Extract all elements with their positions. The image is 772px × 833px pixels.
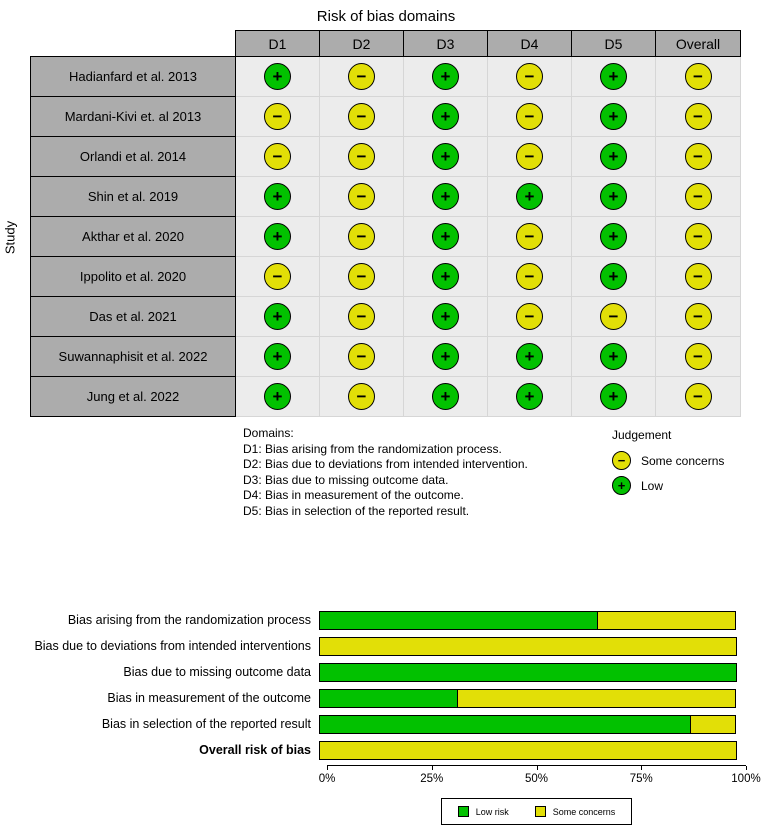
judgement-circle-low: + bbox=[600, 143, 627, 170]
judgement-circle-some: − bbox=[685, 143, 712, 170]
study-name: Mardani-Kivi et. al 2013 bbox=[31, 97, 236, 137]
bar-legend-label: Some concerns bbox=[552, 806, 616, 817]
bar-segment-some-concerns bbox=[319, 741, 737, 760]
column-header-d2: D2 bbox=[320, 31, 404, 57]
judgement-circle-some: − bbox=[348, 103, 375, 130]
column-header-d1: D1 bbox=[236, 31, 320, 57]
judgement-circle-low: + bbox=[264, 223, 291, 250]
domains-note bbox=[243, 426, 528, 519]
bar-segment-some-concerns bbox=[597, 611, 736, 630]
judgement-circle-some: − bbox=[685, 383, 712, 410]
summary-bar bbox=[319, 689, 737, 708]
judgement-circle-low: + bbox=[264, 343, 291, 370]
judgement-circle-some: − bbox=[685, 303, 712, 330]
summary-bar bbox=[319, 663, 737, 682]
study-name: Jung et al. 2022 bbox=[31, 377, 236, 417]
domains-note-line: D3: Bias due to missing outcome data. bbox=[243, 472, 449, 487]
judgement-circle-low: + bbox=[600, 103, 627, 130]
y-axis-label: Study bbox=[2, 220, 18, 255]
judgement-circle-some: − bbox=[348, 223, 375, 250]
study-row bbox=[31, 377, 741, 417]
judgement-legend-item bbox=[612, 451, 724, 470]
judgement-circle-low: + bbox=[264, 303, 291, 330]
judgement-cell bbox=[320, 217, 404, 257]
study-row bbox=[31, 137, 741, 177]
judgement-cell bbox=[572, 297, 656, 337]
judgement-cell bbox=[404, 57, 488, 97]
judgement-legend-heading: Judgement bbox=[612, 428, 672, 442]
bar-segment-some-concerns bbox=[690, 715, 736, 734]
summary-category-label: Bias in selection of the reported result bbox=[101, 717, 311, 731]
judgement-cell bbox=[404, 97, 488, 137]
judgement-cell bbox=[236, 97, 320, 137]
study-name: Hadianfard et al. 2013 bbox=[31, 57, 236, 97]
judgement-circle-low: + bbox=[432, 383, 459, 410]
judgement-legend-label: Low bbox=[641, 478, 664, 493]
summary-row bbox=[0, 737, 772, 763]
bar-segment-low-risk bbox=[319, 611, 598, 630]
traffic-light-table bbox=[30, 30, 741, 417]
judgement-cell bbox=[404, 297, 488, 337]
judgement-cell bbox=[656, 377, 741, 417]
bar-legend-item bbox=[458, 806, 509, 817]
judgement-circle-low: + bbox=[432, 223, 459, 250]
judgement-circle-some: − bbox=[348, 183, 375, 210]
judgement-cell bbox=[488, 137, 572, 177]
bar-segment-some-concerns bbox=[457, 689, 736, 708]
judgement-cell bbox=[656, 337, 741, 377]
judgement-cell bbox=[656, 137, 741, 177]
judgement-cell bbox=[404, 217, 488, 257]
summary-category-label: Bias due to missing outcome data bbox=[123, 665, 311, 679]
judgement-cell bbox=[404, 257, 488, 297]
judgement-cell bbox=[488, 337, 572, 377]
judgement-legend-items bbox=[612, 451, 724, 495]
judgement-circle-low: + bbox=[264, 63, 291, 90]
summary-category-label: Bias arising from the randomization process bbox=[67, 613, 311, 627]
judgement-circle-low: + bbox=[600, 383, 627, 410]
judgement-cell bbox=[404, 337, 488, 377]
header-row bbox=[31, 31, 741, 57]
judgement-circle-some: − bbox=[348, 63, 375, 90]
domains-note-line: D4: Bias in measurement of the outcome. bbox=[243, 488, 464, 502]
column-header-d3: D3 bbox=[404, 31, 488, 57]
judgement-cell bbox=[236, 57, 320, 97]
bar-legend-swatch-low-risk bbox=[458, 806, 469, 817]
judgement-cell bbox=[656, 97, 741, 137]
judgement-cell bbox=[488, 377, 572, 417]
judgement-circle-low: + bbox=[264, 183, 291, 210]
study-name: Das et al. 2021 bbox=[31, 297, 236, 337]
judgement-cell bbox=[236, 257, 320, 297]
bar-segment-low-risk bbox=[319, 715, 691, 734]
x-axis bbox=[318, 765, 761, 789]
bar-segment-low-risk bbox=[319, 689, 458, 708]
judgement-cell bbox=[320, 57, 404, 97]
judgement-circle-low: + bbox=[600, 63, 627, 90]
judgement-cell bbox=[236, 297, 320, 337]
judgement-cell bbox=[320, 137, 404, 177]
domains-note-line: D2: Bias due to deviations from intended intervention. bbox=[243, 457, 528, 471]
judgement-circle-low: + bbox=[432, 143, 459, 170]
judgement-circle-low: + bbox=[432, 183, 459, 210]
judgement-legend bbox=[612, 428, 724, 501]
judgement-cell bbox=[572, 177, 656, 217]
judgement-circle-low: + bbox=[600, 343, 627, 370]
tick-mark bbox=[641, 766, 642, 770]
table-corner-cell bbox=[31, 31, 236, 57]
judgement-cell bbox=[404, 137, 488, 177]
judgement-circle-low: + bbox=[516, 383, 543, 410]
study-row bbox=[31, 217, 741, 257]
judgement-circle-some: − bbox=[516, 63, 543, 90]
study-name: Ippolito et al. 2020 bbox=[31, 257, 236, 297]
tick-mark bbox=[746, 766, 747, 770]
study-row bbox=[31, 337, 741, 377]
judgement-legend-item bbox=[612, 476, 724, 495]
tick-mark bbox=[327, 766, 328, 770]
summary-bar bbox=[319, 637, 737, 656]
column-header-d4: D4 bbox=[488, 31, 572, 57]
judgement-circle-some: − bbox=[264, 143, 291, 170]
column-header-overall: Overall bbox=[656, 31, 741, 57]
judgement-circle-some: − bbox=[685, 263, 712, 290]
judgement-cell bbox=[236, 377, 320, 417]
summary-bar-plot bbox=[0, 607, 772, 825]
bar-legend-item bbox=[535, 806, 616, 817]
judgement-circle-some: − bbox=[348, 383, 375, 410]
summary-row bbox=[0, 685, 772, 711]
traffic-light-title: Risk of bias domains bbox=[316, 8, 456, 25]
tick-label: 100% bbox=[731, 773, 761, 785]
judgement-circle-some: − bbox=[348, 303, 375, 330]
judgement-circle-some: − bbox=[516, 263, 543, 290]
tick-label: 50% bbox=[524, 773, 549, 785]
tick-label: 25% bbox=[420, 773, 444, 785]
summary-row bbox=[0, 607, 772, 633]
summary-bar bbox=[319, 715, 737, 734]
summary-row bbox=[0, 711, 772, 737]
study-row bbox=[31, 177, 741, 217]
column-header-d5: D5 bbox=[572, 31, 656, 57]
judgement-circle-some: − bbox=[348, 263, 375, 290]
judgement-circle-some: − bbox=[516, 303, 543, 330]
summary-bar bbox=[319, 611, 737, 630]
judgement-cell bbox=[320, 297, 404, 337]
judgement-legend-circle-low: + bbox=[612, 476, 631, 495]
judgement-cell bbox=[488, 97, 572, 137]
judgement-cell bbox=[404, 177, 488, 217]
judgement-cell bbox=[320, 177, 404, 217]
study-name: Orlandi et al. 2014 bbox=[31, 137, 236, 177]
judgement-cell bbox=[404, 377, 488, 417]
judgement-circle-some: − bbox=[264, 263, 291, 290]
judgement-legend-circle-some: − bbox=[612, 451, 631, 470]
judgement-cell bbox=[488, 297, 572, 337]
judgement-circle-some: − bbox=[516, 103, 543, 130]
judgement-cell bbox=[236, 137, 320, 177]
bar-legend-swatch-some-concerns bbox=[535, 806, 546, 817]
judgement-cell bbox=[488, 257, 572, 297]
summary-category-label: Bias in measurement of the outcome bbox=[107, 691, 311, 705]
judgement-cell bbox=[572, 337, 656, 377]
judgement-cell bbox=[236, 337, 320, 377]
study-name: Shin et al. 2019 bbox=[31, 177, 236, 217]
study-row bbox=[31, 257, 741, 297]
judgement-cell bbox=[572, 377, 656, 417]
judgement-circle-low: + bbox=[516, 343, 543, 370]
judgement-cell bbox=[656, 257, 741, 297]
summary-row bbox=[0, 633, 772, 659]
study-row bbox=[31, 57, 741, 97]
judgement-circle-low: + bbox=[432, 343, 459, 370]
judgement-cell bbox=[572, 137, 656, 177]
bar-segment-some-concerns bbox=[319, 637, 737, 656]
judgement-circle-some: − bbox=[516, 223, 543, 250]
study-name: Akthar et al. 2020 bbox=[31, 217, 236, 257]
study-name: Suwannaphisit et al. 2022 bbox=[31, 337, 236, 377]
judgement-cell bbox=[320, 377, 404, 417]
domains-note-line: D5: Bias in selection of the reported result. bbox=[243, 503, 470, 518]
judgement-cell bbox=[656, 297, 741, 337]
tick-label: 75% bbox=[629, 773, 653, 785]
bar-segment-low-risk bbox=[319, 663, 737, 682]
judgement-circle-low: + bbox=[264, 383, 291, 410]
judgement-legend-label: Some concerns bbox=[641, 453, 725, 468]
bar-legend-wrap bbox=[327, 798, 746, 825]
judgement-cell bbox=[236, 217, 320, 257]
judgement-circle-low: + bbox=[432, 63, 459, 90]
judgement-cell bbox=[572, 257, 656, 297]
judgement-cell bbox=[656, 177, 741, 217]
summary-bar-rows bbox=[0, 607, 772, 763]
judgement-circle-low: + bbox=[516, 183, 543, 210]
tick-label: 0% bbox=[318, 773, 336, 785]
judgement-circle-some: − bbox=[685, 223, 712, 250]
summary-category-label: Bias due to deviations from intended interventions bbox=[34, 639, 311, 653]
domains-note-lines bbox=[243, 442, 528, 520]
tick-mark bbox=[432, 766, 433, 770]
judgement-circle-some: − bbox=[685, 103, 712, 130]
judgement-circle-some: − bbox=[685, 183, 712, 210]
summary-bar bbox=[319, 741, 737, 760]
judgement-circle-some: − bbox=[348, 143, 375, 170]
judgement-cell bbox=[488, 217, 572, 257]
judgement-circle-low: + bbox=[432, 303, 459, 330]
study-row bbox=[31, 97, 741, 137]
judgement-cell bbox=[236, 177, 320, 217]
judgement-cell bbox=[572, 97, 656, 137]
judgement-cell bbox=[320, 257, 404, 297]
tick-mark bbox=[537, 766, 538, 770]
judgement-circle-some: − bbox=[264, 103, 291, 130]
judgement-circle-some: − bbox=[516, 143, 543, 170]
judgement-cell bbox=[488, 57, 572, 97]
judgement-circle-some: − bbox=[600, 303, 627, 330]
judgement-circle-low: + bbox=[432, 103, 459, 130]
bar-legend bbox=[441, 798, 633, 825]
judgement-cell bbox=[572, 217, 656, 257]
judgement-circle-low: + bbox=[432, 263, 459, 290]
study-row bbox=[31, 297, 741, 337]
judgement-circle-low: + bbox=[600, 183, 627, 210]
judgement-cell bbox=[488, 177, 572, 217]
judgement-circle-low: + bbox=[600, 223, 627, 250]
summary-category-label: Overall risk of bias bbox=[199, 743, 311, 757]
judgement-circle-some: − bbox=[685, 343, 712, 370]
domains-note-heading: Domains: bbox=[243, 426, 294, 440]
judgement-cell bbox=[656, 57, 741, 97]
domains-note-line: D1: Bias arising from the randomization process. bbox=[243, 441, 502, 456]
judgement-cell bbox=[572, 57, 656, 97]
judgement-circle-some: − bbox=[348, 343, 375, 370]
judgement-circle-low: + bbox=[600, 263, 627, 290]
judgement-cell bbox=[320, 97, 404, 137]
summary-row bbox=[0, 659, 772, 685]
judgement-circle-some: − bbox=[685, 63, 712, 90]
judgement-cell bbox=[656, 217, 741, 257]
bar-legend-label: Low risk bbox=[475, 806, 509, 817]
judgement-cell bbox=[320, 337, 404, 377]
